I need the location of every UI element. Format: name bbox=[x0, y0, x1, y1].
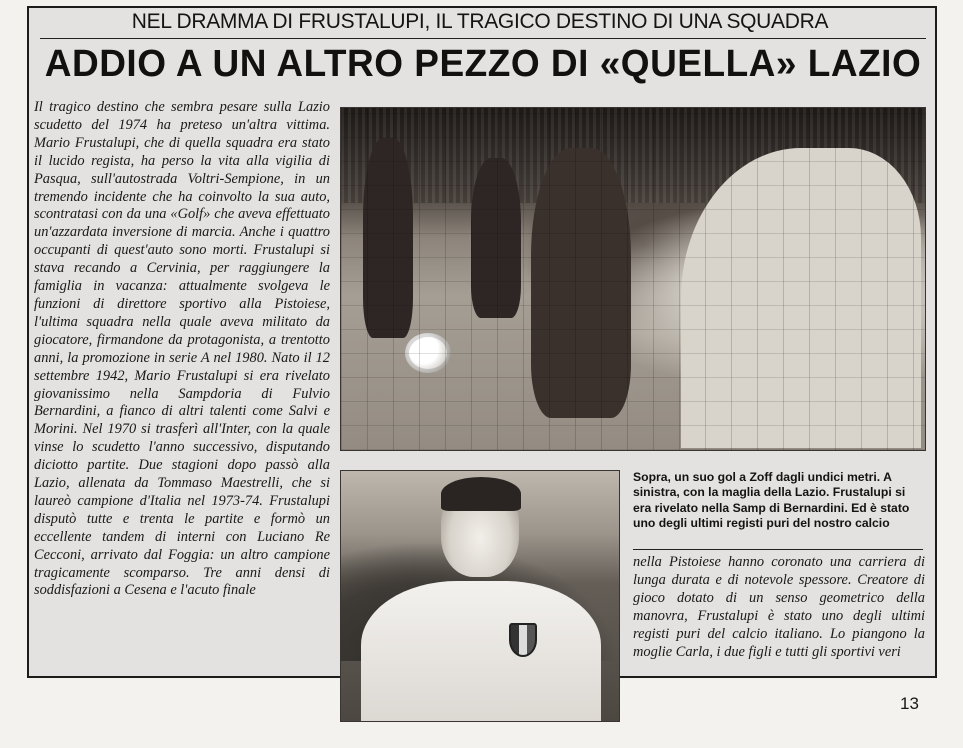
player-hair bbox=[441, 477, 521, 511]
article-body-left-column bbox=[34, 99, 330, 600]
goal-net bbox=[341, 108, 925, 450]
page-number: 13 bbox=[900, 694, 919, 713]
shield-crest-icon bbox=[509, 623, 537, 657]
article-kicker: NEL DRAMMA DI FRUSTALUPI, IL TRAGICO DESTINO DI UNA SQUADRA bbox=[131, 10, 829, 33]
caption-divider bbox=[633, 549, 923, 550]
kicker-divider bbox=[40, 38, 926, 39]
article-body-text: Il tragico destino che sembra pesare sulla Lazio scudetto del 1974 ha preteso un'altra vittima. Mario Frustalupi, che di quella squadra era stato il lucido regista, ha perso la vita alla vigilia di Pasqua, sull'autostrada Voltri-Sempione, in un tremendo incidente che ha coinvolto la sua auto, scontratasi con da una «Golf» che aveva effettuato un'azzardata inversione di marcia. Anche i quattro occupanti di quest'auto sono morti. Frustalupi si stava recando a Cervinia, per raggiungere la famiglia in vacanza: attualmente svolgeva le funzioni di direttore sportivo alla Pistoiese, l'ultima squadra nella quale aveva militato da giocatore, firmandone da protagonista, a trentotto anni, la promozione in serie A nel 1980. Nato il 12 settembre 1942, Mario Frustalupi si era rivelato giovanissimo nella Sampdoria di Fulvio Bernardini, a fianco di altri talenti come Salvi e Morini. Nel 1970 si trasferì all'Inter, con la quale vinse lo scudetto l'anno successivo, disputando diciotto partite. Due stagioni dopo passò alla Lazio, allenata da Tommaso Maestrelli, che si laureò campione d'Italia nel 1973-74. Frustalupi disputò tutte e trenta le partite e formò un eccellente tandem di interni con Luciano Re Cecconi, arrivato dal Foggia: un altro campione tragicamente scomparso. Tre anni densi di soddisfazioni a Cesena e l'acuto finale bbox=[34, 99, 330, 599]
article-headline: ADDIO A UN ALTRO PEZZO DI «QUELLA» LAZIO bbox=[44, 42, 922, 85]
article-body-right-column bbox=[633, 553, 925, 661]
article-body-text-continued: nella Pistoiese hanno coronato una carriera di lunga durata e di notevole spessore. Creatore di gioco dotato di un senso geometrico della manovra, Frustalupi è stato uno degli ultimi registi puri del calcio italiano. Lo piangono la moglie Carla, i due figli e tutti gli sportivi veri bbox=[633, 554, 925, 660]
penalty-kick-photo bbox=[340, 107, 926, 451]
photo-caption: Sopra, un suo gol a Zoff dagli undici metri. A sinistra, con la maglia della Lazio. Frustalupi si era rivelato nella Samp di Bernardini. Ed è stato uno degli ultimi registi puri del nostro calcio bbox=[633, 470, 910, 531]
lazio-shirt bbox=[361, 581, 601, 722]
portrait-photo bbox=[340, 470, 620, 722]
